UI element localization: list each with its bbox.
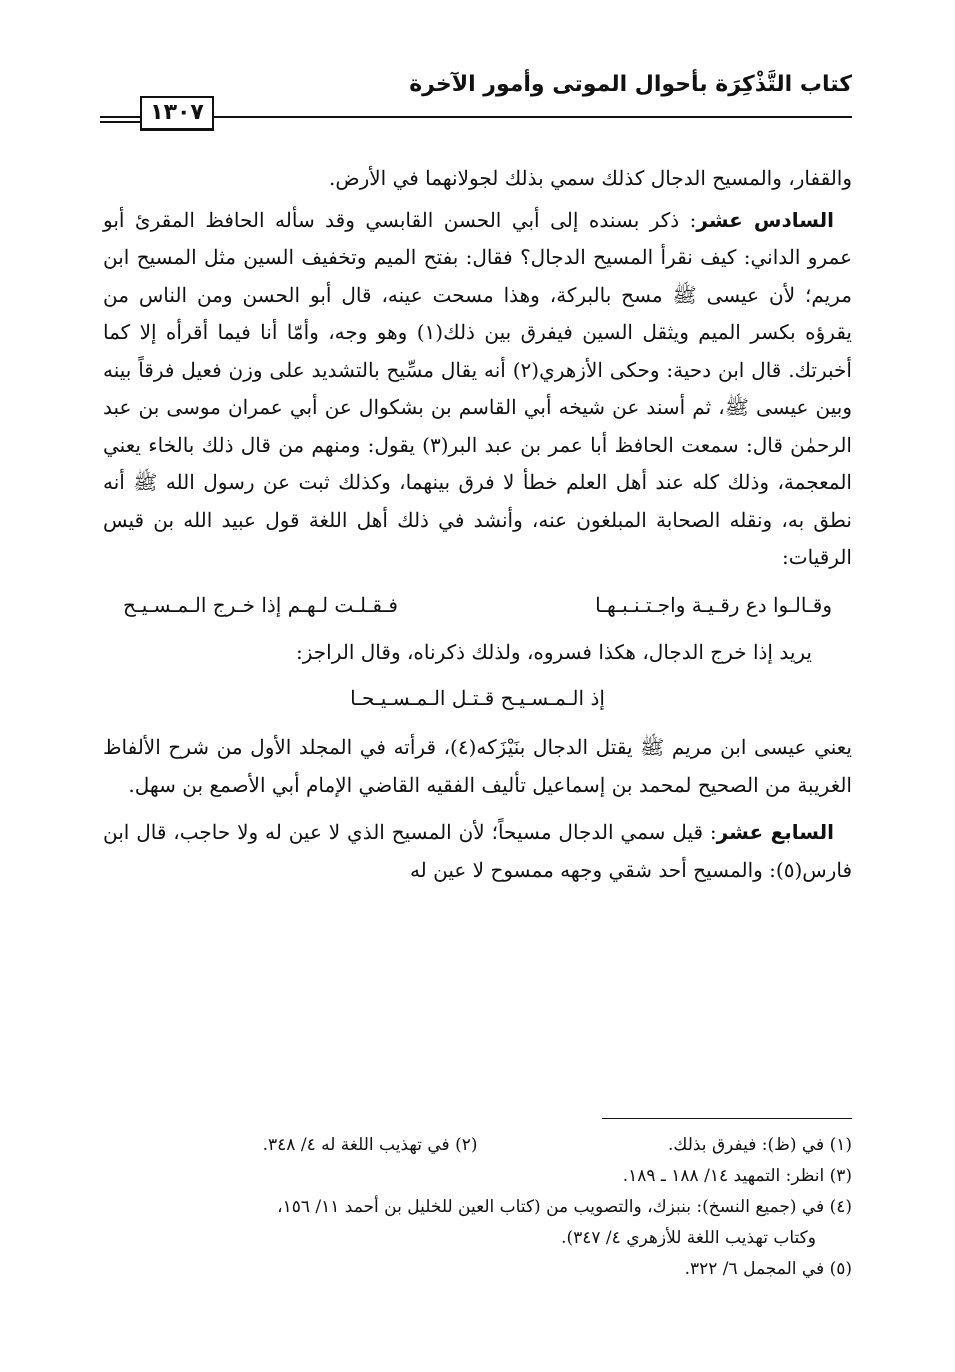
rajaz-line: إذ الـمـسـيـح قـتـل الـمـسـيـحـا xyxy=(350,685,605,710)
footnote-5: (٥) في المجمل ٦/ ٣٢٢. xyxy=(684,1259,852,1279)
footnote-separator xyxy=(602,1118,852,1119)
footnote-4: (٤) في (جميع النسخ): بنبزك، والتصويب من (كتاب العين للخليل بن أحمد ١١/ ١٥٦، xyxy=(277,1197,852,1217)
main-text xyxy=(103,160,852,893)
paragraph-sixteenth-text: : ذكر بسنده إلى أبي الحسن القابسي وقد سأله الحافظ المقرئ أبو عمرو الداني: كيف نقرأ المسيح الدجال؟ فقال: بفتح الميم وتخفيف السين مثل المسيح ابن مريم؛ لأن عيسى ﷺ مسح بالبركة، وهذا مسحت عينه، قال أبو الحسن ومن الناس من يقرؤه بكسر الميم ويثقل السين فيفرق بين ذلك(١) وهو وجه، وأمّا أنا فيما أقرأه إلا كما أخبرتك. قال ابن دحية: وحكى الأزهري(٢) أنه يقال مسِّيح بالتشديد على وزن فعيل فرقاً بينه وبين عيسى ﷺ، ثم أسند عن شيخه أبي القاسم بن بشكوال عن أبي عمران موسى بن عبد الرحمٰن قال: سمعت الحافظ أبا عمر بن عبد البر(٣) يقول: ومنهم من قال ذلك بالخاء يعني المعجمة، وذلك كله عند أهل العلم خطأ لا فرق بينهما، وكذلك ثبت عن رسول الله ﷺ أنه نطق به، ونقله الصحابة المبلغون عنه، وأنشد في ذلك أهل اللغة قول عبيد الله بن قيس الرقيات: xyxy=(103,207,853,569)
footnote-3: (٣) انظر: التمهيد ١٤/ ١٨٨ ـ ١٨٩. xyxy=(622,1166,852,1186)
footnote-4-continuation: وكتاب تهذيب اللغة للأزهري ٤/ ٣٤٧). xyxy=(561,1228,816,1248)
footnote-1: (١) في (ظ): فيفرق بذلك. xyxy=(667,1135,852,1155)
footnote-2: (٢) في تهذيب اللغة له ٤/ ٣٤٨. xyxy=(262,1135,478,1155)
section-label-seventeenth: السابع عشر xyxy=(716,820,834,844)
footnotes xyxy=(103,1130,852,1285)
header-rule-extension xyxy=(100,121,140,123)
paragraph-seventeenth xyxy=(103,814,852,889)
verse-second-hemistich: فـقـلـت لـهـم إذا خـرج الـمـسـيـح xyxy=(123,592,398,617)
verse-explanation: يريد إذا خرج الدجال، هكذا فسروه، ولذلك ذكرناه، وقال الراجز: xyxy=(296,640,812,664)
verse-first-hemistich: وقـالـوا دع رقـيـة واجـتـنـبـهـا xyxy=(595,592,832,617)
section-label-sixteenth: السادس عشر xyxy=(696,207,834,232)
paragraph-seventeenth-text: : قيل سمي الدجال مسيحاً؛ لأن المسيح الذي لا عين له ولا حاجب، قال ابن فارس(٥): والمسيح أحد شقي وجهه ممسوح لا عين له xyxy=(103,820,852,882)
paragraph-isa: يعني عيسى ابن مريم ﷺ يقتل الدجال بنَيْزَكه(٤)، قرأته في المجلد الأول من شرح الألفاظ الغريبة من الصحيح لمحمد بن إسماعيل تأليف الفقيه القاضي الإمام أبي الأصمع بن سهل. xyxy=(103,735,852,797)
poem-verse xyxy=(103,581,852,635)
paragraph-sixteenth xyxy=(103,202,852,577)
page-number: ١٣٠٧ xyxy=(140,96,214,131)
running-header-title: كتاب التَّذْكِرَة بأحوال الموتى وأمور الآخرة xyxy=(409,72,852,97)
footnote-row xyxy=(103,1130,852,1161)
paragraph-continuation: والقفار، والمسيح الدجال كذلك سمي بذلك لجولانهما في الأرض. xyxy=(329,166,852,190)
